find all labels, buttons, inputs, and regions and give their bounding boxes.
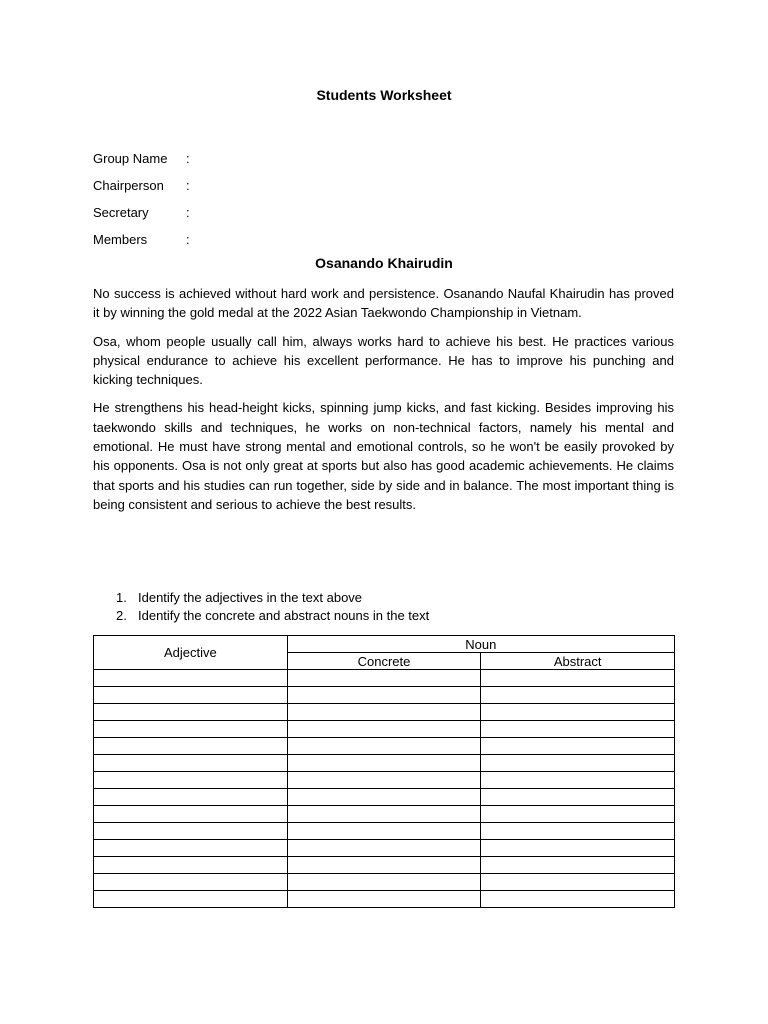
members-colon: : xyxy=(186,232,190,247)
adjective-cell xyxy=(94,789,288,806)
concrete-cell xyxy=(287,670,481,687)
abstract-cell xyxy=(481,738,675,755)
adjective-cell xyxy=(94,670,288,687)
concrete-cell xyxy=(287,738,481,755)
concrete-cell xyxy=(287,687,481,704)
task-text: Identify the concrete and abstract nouns in the text xyxy=(138,607,430,623)
group-name-row xyxy=(93,145,206,172)
adjective-cell xyxy=(94,823,288,840)
abstract-cell xyxy=(481,772,675,789)
adjective-cell xyxy=(94,891,288,908)
adjective-cell xyxy=(94,704,288,721)
table-row xyxy=(94,772,675,789)
abstract-cell xyxy=(481,806,675,823)
chairperson-label: Chairperson xyxy=(93,178,164,193)
task-item xyxy=(93,606,674,624)
table-row xyxy=(94,704,675,721)
chairperson-row xyxy=(93,172,206,199)
concrete-cell xyxy=(287,755,481,772)
abstract-cell xyxy=(481,840,675,857)
secretary-colon: : xyxy=(186,205,190,220)
abstract-cell xyxy=(481,721,675,738)
table-header-row xyxy=(94,636,675,653)
concrete-cell xyxy=(287,704,481,721)
adjective-cell xyxy=(94,806,288,823)
adjective-cell xyxy=(94,687,288,704)
abstract-cell xyxy=(481,755,675,772)
concrete-cell xyxy=(287,857,481,874)
table-row xyxy=(94,721,675,738)
group-info xyxy=(93,145,206,253)
paragraph-1: No success is achieved without hard work and persistence. Osanando Naufal Khairudin has proved it by winning the gold medal at the 2022 Asian Taekwondo Championship in Vietnam. xyxy=(93,286,674,321)
answer-table xyxy=(93,635,675,908)
reading-text xyxy=(93,284,674,523)
paragraph-3: He strengthens his head-height kicks, spinning jump kicks, and fast kicking. Besides improving his taekwondo skills and techniques, he works on non-technical factors, namely his mental and emotional. He must have strong mental and emotional controls, so he won't be easily provoked by his opponents. Osa is not only great at sports but also has good academic achievements. He claims that sports and his studies can run together, side by side and in balance. The most important thing is being consistent and serious to achieve the best results. xyxy=(93,400,674,512)
concrete-cell xyxy=(287,772,481,789)
members-row xyxy=(93,226,206,253)
adjective-cell xyxy=(94,840,288,857)
table-row xyxy=(94,687,675,704)
task-number: 2. xyxy=(116,607,127,623)
abstract-header: Abstract xyxy=(481,653,675,670)
concrete-header: Concrete xyxy=(287,653,481,670)
adjective-cell xyxy=(94,755,288,772)
concrete-cell xyxy=(287,806,481,823)
adjective-cell xyxy=(94,874,288,891)
table-row xyxy=(94,857,675,874)
paragraph-2: Osa, whom people usually call him, always works hard to achieve his best. He practices various physical endurance to achieve his excellent performance. He has to improve his punching and kicking techniques. xyxy=(93,333,674,388)
members-label: Members xyxy=(93,232,148,247)
answer-rows xyxy=(94,670,675,908)
adjective-cell xyxy=(94,721,288,738)
group-name-colon: : xyxy=(186,151,190,166)
group-name-label: Group Name xyxy=(93,151,168,166)
abstract-cell xyxy=(481,670,675,687)
table-row xyxy=(94,823,675,840)
abstract-cell xyxy=(481,704,675,721)
table-row xyxy=(94,755,675,772)
concrete-cell xyxy=(287,823,481,840)
table-row xyxy=(94,670,675,687)
task-list xyxy=(93,588,674,624)
table-row xyxy=(94,806,675,823)
concrete-cell xyxy=(287,840,481,857)
abstract-cell xyxy=(481,857,675,874)
table-row xyxy=(94,874,675,891)
concrete-cell xyxy=(287,789,481,806)
adjective-cell xyxy=(94,772,288,789)
chairperson-colon: : xyxy=(186,178,190,193)
table-row xyxy=(94,738,675,755)
table-row xyxy=(94,789,675,806)
task-text: Identify the adjectives in the text above xyxy=(138,589,363,605)
abstract-cell xyxy=(481,874,675,891)
adjective-cell xyxy=(94,738,288,755)
task-item xyxy=(93,588,674,606)
concrete-cell xyxy=(287,721,481,738)
table-row xyxy=(94,891,675,908)
concrete-cell xyxy=(287,874,481,891)
abstract-cell xyxy=(481,687,675,704)
text-title: Osanando Khairudin xyxy=(315,255,453,271)
abstract-cell xyxy=(481,891,675,908)
worksheet-title: Students Worksheet xyxy=(316,87,452,103)
secretary-label: Secretary xyxy=(93,205,149,220)
table-row xyxy=(94,840,675,857)
adjective-header: Adjective xyxy=(94,636,288,670)
abstract-cell xyxy=(481,789,675,806)
concrete-cell xyxy=(287,891,481,908)
noun-header: Noun xyxy=(287,636,674,653)
adjective-cell xyxy=(94,857,288,874)
task-number: 1. xyxy=(116,589,127,605)
secretary-row xyxy=(93,199,206,226)
abstract-cell xyxy=(481,823,675,840)
